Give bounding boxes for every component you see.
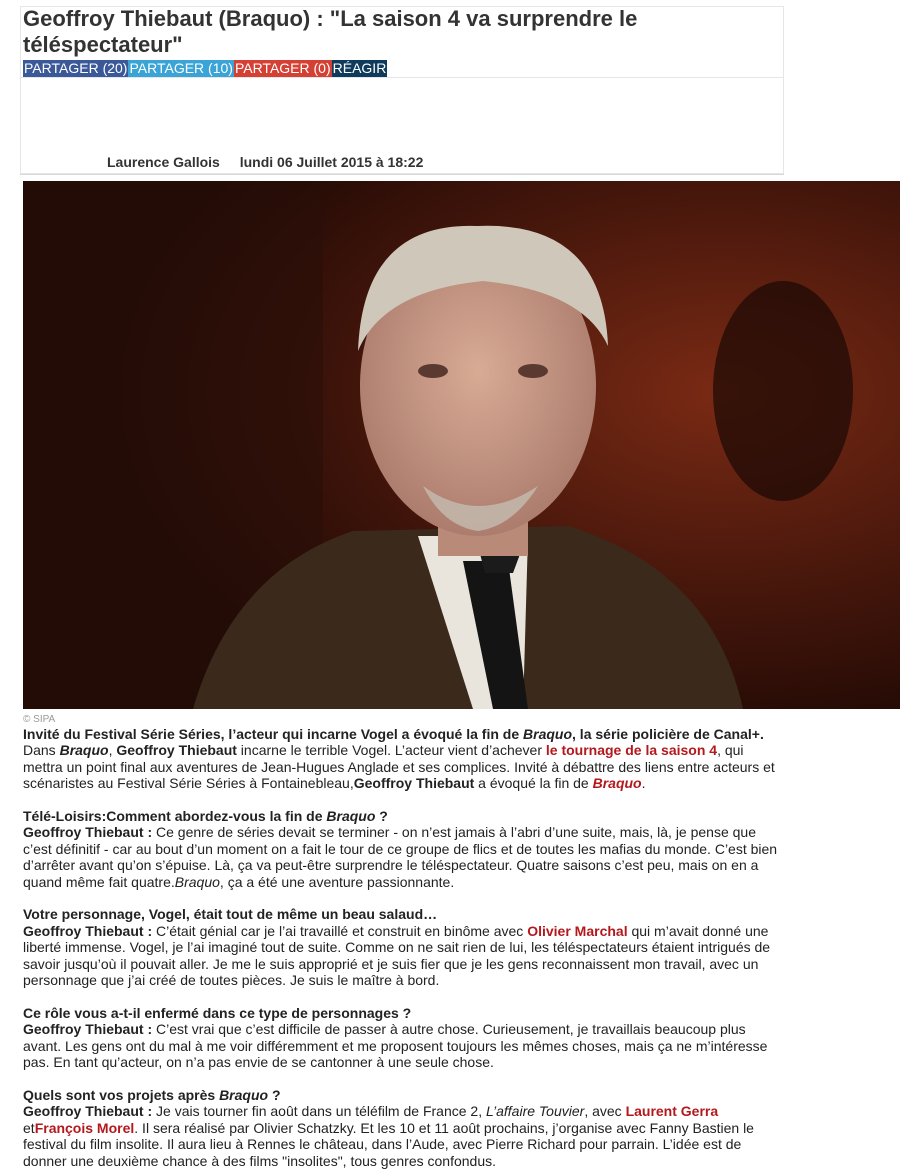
divider — [20, 174, 784, 175]
olivier-marchal-link[interactable]: Olivier Marchal — [527, 922, 628, 939]
photo-credit: © SIPA — [23, 714, 56, 725]
lead-paragraph: Invité du Festival Série Séries, l’acteur qui incarne Vogel a évoqué la fin de Braquo, la série policière de Canal+. — [23, 726, 764, 742]
byline — [107, 154, 423, 170]
francois-morel-link[interactable]: François Morel — [34, 1119, 135, 1136]
twitter-share-button[interactable]: PARTAGER (10) — [129, 60, 233, 76]
answer: Geoffroy Thiebaut : Ce genre de séries devait se terminer - on n’est jamais à l’abri d’une suite, mais, là, je pense que c’est définitif - car au bout d’un moment on a fait le tour de ce groupe de flics et de toutes les mafias du monde. C’est bien d’arrêter avant qu’on s’épuise. Là, ça va peut-être surprendre le téléspectateur. Quatre saisons c’est peu, mais on en a quand même fait quatre.Braquo, ça a été une aventure passionnante. — [23, 824, 778, 890]
question: Télé-Loisirs:Comment abordez-vous la fin de Braquo ? — [23, 808, 388, 825]
article-photo — [23, 181, 900, 709]
question: Quels sont vos projets après Braquo ? — [23, 1086, 281, 1103]
google-share-button[interactable]: PARTAGER (0) — [234, 60, 331, 76]
share-bar — [23, 60, 387, 77]
laurent-gerra-link[interactable]: Laurent Gerra — [625, 1103, 719, 1120]
question: Votre personnage, Vogel, était tout de même un beau salaud… — [23, 906, 438, 923]
intro-paragraph: Dans Braquo, Geoffroy Thiebaut incarne le terrible Vogel. L’acteur vient d’achever le tournage de la saison 4, qui mettra un point final aux aventures de Jean-Hugues Anglade et ses complices. Invité à débattre des liens entre acteurs et scénaristes au Festival Série Séries à Fontainebleau,Geoffroy Thiebaut a évoqué la fin de Braquo. — [23, 742, 775, 792]
answer: Geoffroy Thiebaut : Je vais tourner fin août dans un téléfilm de France 2, L’affaire Touvier, avec Laurent Gerra etFrançois Morel. Il sera réalisé par Olivier Schatzky. Et les 10 et 11 août prochains, j’organise avec Fanny Bastien le festival du film insolite. Il aura lieu à Rennes le château, dans l’Aude, avec Pierre Richard pour parrain. L’idée est de donner une deuxième chance à des films "insolites", tous genres confondus. — [23, 1103, 754, 1169]
article-body — [23, 726, 783, 1169]
season-4-link[interactable]: le tournage de la saison 4 — [545, 742, 718, 759]
facebook-share-button[interactable]: PARTAGER (20) — [24, 60, 128, 76]
question: Ce rôle vous a-t-il enfermé dans ce type de personnages ? — [23, 1004, 412, 1021]
react-button[interactable]: RÉAGIR — [332, 60, 387, 76]
braquo-link[interactable]: Braquo — [592, 775, 642, 792]
portrait-illustration — [23, 181, 900, 709]
publish-date: lundi 06 Juillet 2015 à 18:22 — [239, 154, 424, 170]
answer: Geoffroy Thiebaut : C’est vrai que c’est difficile de passer à autre chose. Curieusement, je travaillais beaucoup plus avant. Les gens ont du mal à me voir différemment et me proposent toujours les mêmes choses, mais ça ne m’intéresse pas. En tant qu’acteur, on n’a pas envie de se cantonner à une seule chose. — [23, 1021, 768, 1071]
author-name[interactable]: Laurence Gallois — [107, 154, 220, 170]
page-title: Geoffroy Thiebaut (Braquo) : "La saison 4 va surprendre le téléspectateur" — [23, 6, 638, 57]
divider — [20, 77, 784, 78]
answer: Geoffroy Thiebaut : C’était génial car je l’ai travaillé et construit en binôme avec Olivier Marchal qui m’avait donné une liberté immense. Vogel, je l’ai imaginé tout de suite. Comme on ne sait rien de lui, les téléspectateurs étaient intrigués de savoir jusqu’où il pouvait aller. Je me le suis approprié et je suis fier que je les gens reconnaissent mon travail, avec un personnage que j’ai créé de toutes pièces. Je suis le maître à bord. — [23, 922, 771, 989]
